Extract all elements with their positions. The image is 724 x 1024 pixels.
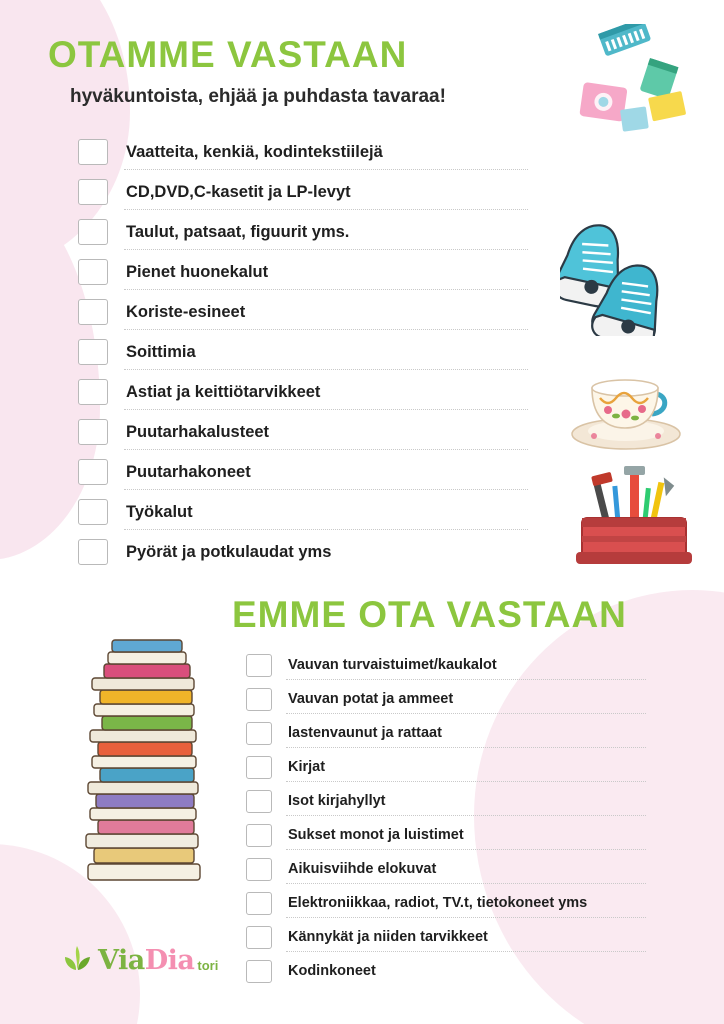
list-item[interactable] bbox=[246, 784, 646, 818]
book-stack-illustration bbox=[70, 638, 220, 893]
list-item[interactable] bbox=[78, 492, 528, 532]
dotted-rule bbox=[286, 815, 646, 816]
checkbox[interactable] bbox=[78, 259, 108, 285]
checkbox[interactable] bbox=[246, 926, 272, 949]
list-item[interactable] bbox=[246, 682, 646, 716]
list-item-label: Puutarhakoneet bbox=[126, 462, 251, 481]
checkbox[interactable] bbox=[246, 756, 272, 779]
dotted-rule bbox=[286, 951, 646, 952]
list-item[interactable] bbox=[78, 292, 528, 332]
dotted-rule bbox=[124, 529, 528, 530]
accept-checklist bbox=[78, 132, 528, 572]
logo-text-via: Via bbox=[98, 945, 145, 976]
checkbox[interactable] bbox=[246, 824, 272, 847]
dotted-rule bbox=[124, 209, 528, 210]
dotted-rule bbox=[124, 449, 528, 450]
list-item-label: CD,DVD,C-kasetit ja LP-levyt bbox=[126, 182, 351, 201]
dotted-rule bbox=[286, 917, 646, 918]
checkbox[interactable] bbox=[246, 858, 272, 881]
dotted-rule bbox=[124, 169, 528, 170]
list-item-label: Puutarhakalusteet bbox=[126, 422, 270, 441]
list-item-label: Vauvan potat ja ammeet bbox=[288, 691, 454, 707]
reject-section-title: EMME OTA VASTAAN bbox=[232, 594, 627, 635]
checkbox[interactable] bbox=[78, 379, 108, 405]
list-item-label: Vauvan turvaistuimet/kaukalot bbox=[288, 657, 497, 673]
list-item[interactable] bbox=[246, 716, 646, 750]
accept-section-title: OTAMME VASTAAN bbox=[48, 34, 408, 75]
sneakers-illustration bbox=[560, 196, 700, 341]
list-item-label: Pienet huonekalut bbox=[126, 262, 269, 281]
teacup-illustration bbox=[566, 366, 686, 457]
list-item-label: Kännykät ja niiden tarvikkeet bbox=[288, 929, 488, 945]
list-item-label: Taulut, patsaat, figuurit yms. bbox=[126, 222, 350, 241]
list-item[interactable] bbox=[246, 648, 646, 682]
checkbox[interactable] bbox=[246, 688, 272, 711]
dotted-rule bbox=[124, 409, 528, 410]
list-item[interactable] bbox=[246, 750, 646, 784]
checkbox[interactable] bbox=[78, 499, 108, 525]
logo-text-dia: Dia bbox=[144, 945, 195, 976]
dotted-rule bbox=[124, 329, 528, 330]
list-item-label: Elektroniikkaa, radiot, TV.t, tietokoneet yms bbox=[288, 895, 588, 911]
list-item[interactable] bbox=[246, 920, 646, 954]
list-item[interactable] bbox=[246, 954, 646, 988]
toolbox-illustration bbox=[570, 460, 698, 573]
list-item[interactable] bbox=[78, 372, 528, 412]
checkbox[interactable] bbox=[78, 419, 108, 445]
dotted-rule bbox=[124, 289, 528, 290]
list-item[interactable] bbox=[246, 886, 646, 920]
list-item[interactable] bbox=[78, 532, 528, 572]
checkbox[interactable] bbox=[78, 339, 108, 365]
recycle-symbol-illustration bbox=[576, 24, 694, 147]
reject-checklist bbox=[246, 648, 646, 988]
logo-text-tori: tori bbox=[197, 958, 219, 973]
checkbox[interactable] bbox=[78, 539, 108, 565]
checkbox[interactable] bbox=[246, 960, 272, 983]
checkbox[interactable] bbox=[78, 459, 108, 485]
list-item-label: Pyörät ja potkulaudat yms bbox=[126, 542, 332, 561]
list-item[interactable] bbox=[78, 132, 528, 172]
dotted-rule bbox=[286, 713, 646, 714]
dotted-rule bbox=[286, 747, 646, 748]
dotted-rule bbox=[286, 679, 646, 680]
list-item[interactable] bbox=[78, 332, 528, 372]
dotted-rule bbox=[286, 883, 646, 884]
checkbox[interactable] bbox=[78, 219, 108, 245]
checkbox[interactable] bbox=[78, 299, 108, 325]
dotted-rule bbox=[286, 781, 646, 782]
list-item-label: lastenvaunut ja rattaat bbox=[288, 725, 442, 741]
list-item-label: Koriste-esineet bbox=[126, 302, 246, 321]
checkbox[interactable] bbox=[246, 654, 272, 677]
checkbox[interactable] bbox=[246, 722, 272, 745]
list-item-label: Kirjat bbox=[288, 759, 326, 775]
list-item-label: Kodinkoneet bbox=[288, 963, 376, 979]
list-item-label: Astiat ja keittiötarvikkeet bbox=[126, 382, 321, 401]
dotted-rule bbox=[124, 489, 528, 490]
dotted-rule bbox=[124, 369, 528, 370]
list-item[interactable] bbox=[78, 412, 528, 452]
list-item[interactable] bbox=[246, 818, 646, 852]
list-item-label: Työkalut bbox=[126, 502, 193, 521]
accept-section-subtitle: hyväkuntoista, ehjää ja puhdasta tavaraa! bbox=[70, 86, 446, 107]
logo-wordmark bbox=[98, 945, 194, 976]
checkbox[interactable] bbox=[246, 790, 272, 813]
list-item-label: Aikuisviihde elokuvat bbox=[288, 861, 437, 877]
dotted-rule bbox=[124, 249, 528, 250]
list-item[interactable] bbox=[78, 172, 528, 212]
list-item-label: Vaatteita, kenkiä, kodintekstiilejä bbox=[126, 142, 383, 161]
checkbox[interactable] bbox=[78, 139, 108, 165]
checkbox[interactable] bbox=[246, 892, 272, 915]
list-item-label: Isot kirjahyllyt bbox=[288, 793, 386, 809]
list-item-label: Sukset monot ja luistimet bbox=[288, 827, 464, 843]
list-item[interactable] bbox=[78, 452, 528, 492]
list-item-label: Soittimia bbox=[126, 342, 196, 361]
list-item[interactable] bbox=[246, 852, 646, 886]
leaf-icon bbox=[62, 944, 92, 977]
list-item[interactable] bbox=[78, 252, 528, 292]
viadia-tori-logo bbox=[62, 944, 218, 977]
dotted-rule bbox=[286, 849, 646, 850]
checkbox[interactable] bbox=[78, 179, 108, 205]
list-item[interactable] bbox=[78, 212, 528, 252]
